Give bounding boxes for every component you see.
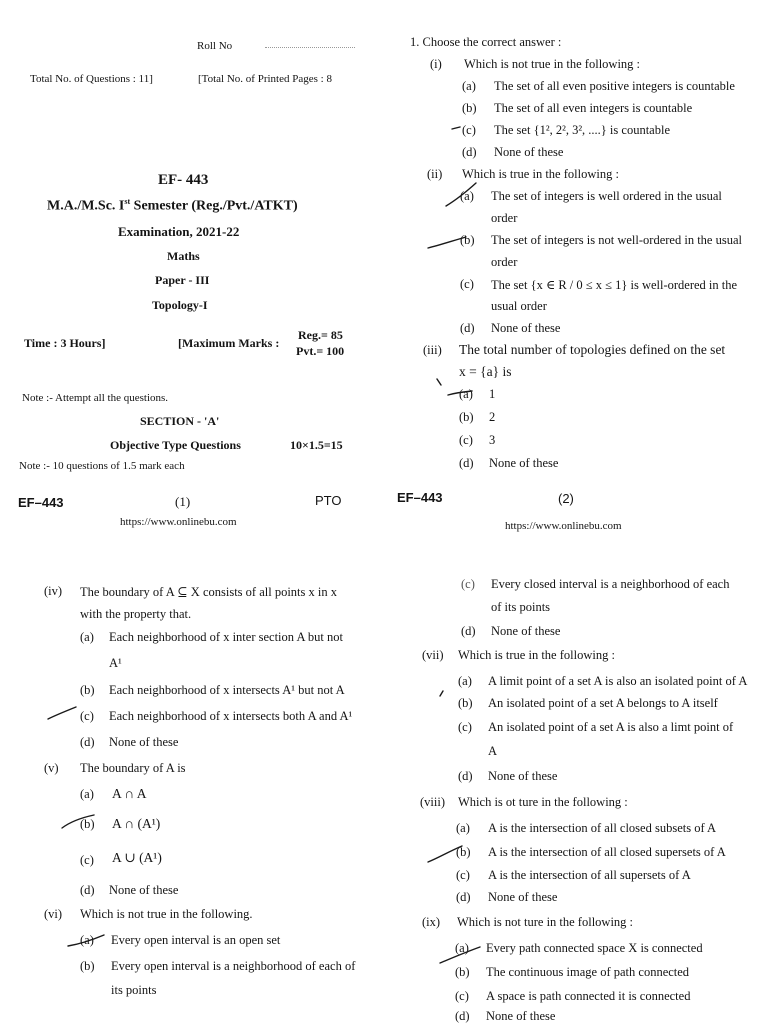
- q-ix-opt-b: The continuous image of path connected: [486, 965, 690, 979]
- q-v-opt-d: None of these: [109, 883, 179, 897]
- objective-marks: 10×1.5=15: [290, 438, 343, 452]
- q-v-opt-b-label: (b): [80, 817, 95, 831]
- q-vi-opt-a: Every open interval is an open set: [111, 933, 281, 947]
- exam-title: Examination, 2021-22: [118, 224, 240, 239]
- q-vi-opt-c: Every closed interval is a neighborhood of each: [491, 577, 730, 591]
- q-vii-opt-a-label: (a): [458, 674, 472, 688]
- topic: Topology-I: [152, 298, 208, 312]
- total-questions: Total No. of Questions : 11]: [30, 73, 153, 85]
- q-v-number: (v): [44, 761, 59, 775]
- q-iv-opt-a-cont: A¹: [109, 656, 122, 670]
- max-marks-label: [Maximum Marks :: [178, 336, 280, 350]
- q-viii-opt-d-label: (d): [456, 890, 471, 904]
- q-iv-opt-a-label: (a): [80, 630, 94, 644]
- q-vii-opt-b: An isolated point of a set A belongs to A itself: [488, 696, 718, 710]
- q-ix-opt-c: A space is path connected it is connected: [486, 989, 691, 1003]
- q-vi-opt-d-label: (d): [461, 624, 476, 638]
- q-vi-opt-b: Every open interval is a neighborhood of each of: [111, 959, 356, 973]
- q-vii-opt-c: An isolated point of a set A is also a limt point of: [488, 720, 734, 734]
- q-ii-opt-b: The set of integers is not well-ordered in the usual: [491, 233, 742, 247]
- pen-mark-vii-a: [440, 691, 443, 696]
- q-i-opt-d-label: (d): [462, 145, 477, 159]
- q-ix-number: (ix): [422, 915, 441, 929]
- q-viii-text: Which is ot ture in the following :: [458, 795, 628, 809]
- q-ix-text: Which is not ture in the following :: [457, 915, 634, 929]
- q-vi-opt-b-cont: its points: [111, 983, 157, 997]
- pen-mark-iii-a: [437, 379, 472, 395]
- q-v-opt-d-label: (d): [80, 883, 95, 897]
- q-iv-opt-b: Each neighborhood of x intersects A¹ but not A: [109, 683, 345, 697]
- q-vi-number: (vi): [44, 907, 63, 921]
- time-label: Time : 3 Hours]: [24, 336, 106, 350]
- q-viii-opt-a: A is the intersection of all closed subsets of A: [488, 821, 717, 835]
- q-vii-text: Which is true in the following :: [458, 648, 615, 662]
- pen-mark-v-b: [62, 815, 94, 828]
- q-ix-opt-b-label: (b): [455, 965, 470, 979]
- q-v-opt-a-label: (a): [80, 787, 94, 801]
- q-v-opt-a: A ∩ A: [112, 786, 147, 801]
- q-i-opt-c-label: (c): [462, 123, 476, 137]
- q-i-opt-d: None of these: [494, 145, 564, 159]
- q-viii-opt-c: A is the intersection of all supersets of A: [488, 868, 691, 882]
- page-number: (1): [175, 494, 191, 509]
- q-vii-opt-a: A limit point of a set A is also an isolated point of A: [488, 674, 748, 688]
- q-iv-opt-b-label: (b): [80, 683, 95, 697]
- q-ii-opt-a-label: (a): [460, 189, 474, 203]
- q-ii-opt-a-cont: order: [491, 211, 518, 225]
- q-vi-opt-c-label: (c): [461, 577, 475, 591]
- q-ii-number: (ii): [427, 167, 443, 181]
- q-iii-text: The total number of topologies defined on the set: [459, 342, 726, 357]
- course-sup: st: [124, 197, 131, 206]
- q-iv-opt-a: Each neighborhood of x inter section A but not: [109, 630, 343, 644]
- q-i-opt-a-label: (a): [462, 79, 476, 93]
- q-vii-opt-d: None of these: [488, 769, 558, 783]
- q-ii-opt-c: The set {x ∈ R / 0 ≤ x ≤ 1} is well-ordered in the: [491, 278, 738, 292]
- q-v-text: The boundary of A is: [80, 761, 186, 775]
- q-vii-number: (vii): [422, 648, 444, 662]
- q-ii-opt-b-cont: order: [491, 255, 518, 269]
- pen-mark-ix-a: [440, 947, 480, 963]
- q-ii-opt-d-label: (d): [460, 321, 475, 335]
- paper-number: Paper - III: [155, 273, 210, 287]
- q-i-opt-b-label: (b): [462, 101, 477, 115]
- q-v-opt-c: A ∪ (A¹): [112, 850, 162, 865]
- q-vii-opt-c-cont: A: [488, 744, 498, 758]
- q-iv-text: The boundary of A ⊆ X consists of all points x in x: [80, 585, 337, 599]
- q-viii-opt-b: A is the intersection of all closed supersets of A: [488, 845, 726, 859]
- q-ii-opt-c-label: (c): [460, 277, 474, 291]
- q-iii-number: (iii): [423, 343, 442, 357]
- q-ix-opt-a: Every path connected space X is connected: [486, 941, 703, 955]
- pen-mark-i-c: [452, 127, 460, 129]
- q-iii-opt-a-label: (a): [459, 387, 473, 401]
- q-vi-opt-b-label: (b): [80, 959, 95, 973]
- note-attempt: Note :- Attempt all the questions.: [22, 392, 169, 404]
- q-iv-number: (iv): [44, 584, 63, 598]
- pen-mark-ii-b: [428, 237, 466, 248]
- footer-url-2: https://www.onlinebu.com: [505, 520, 622, 532]
- page-number-2: (2): [558, 491, 574, 506]
- pen-mark-ii-a: [446, 183, 476, 206]
- q-viii-opt-b-label: (b): [456, 845, 471, 859]
- footer-code-2: EF–443: [397, 490, 443, 505]
- pto-label: PTO: [315, 493, 342, 508]
- q-iv-opt-d-label: (d): [80, 735, 95, 749]
- q-vii-opt-d-label: (d): [458, 769, 473, 783]
- q-vii-opt-c-label: (c): [458, 720, 472, 734]
- q-ix-opt-c-label: (c): [455, 989, 469, 1003]
- footer-code: EF–443: [18, 495, 64, 510]
- q-i-number: (i): [430, 57, 442, 71]
- q-iii-opt-a: 1: [489, 387, 496, 401]
- q-vi-text: Which is not true in the following.: [80, 907, 253, 921]
- q-iv-text-cont: with the property that.: [80, 607, 192, 621]
- q-iv-opt-d: None of these: [109, 735, 179, 749]
- q-i-opt-b: The set of all even integers is countable: [494, 101, 693, 115]
- q-iii-opt-b-label: (b): [459, 410, 474, 424]
- q-vii-opt-b-label: (b): [458, 696, 473, 710]
- course-name: M.A./M.Sc. I: [47, 198, 125, 214]
- q-i-opt-a: The set of all even positive integers is countable: [494, 79, 735, 93]
- q-ix-opt-d: None of these: [486, 1009, 556, 1023]
- q-viii-opt-d: None of these: [488, 890, 558, 904]
- objective-heading: Objective Type Questions: [110, 438, 241, 452]
- q-viii-opt-c-label: (c): [456, 868, 470, 882]
- q-iv-opt-c-label: (c): [80, 709, 94, 723]
- q-ix-opt-a-label: (a): [455, 941, 469, 955]
- q-ii-opt-b-label: (b): [460, 233, 475, 247]
- q-ii-opt-c-cont: usual order: [491, 299, 547, 313]
- q-iii-opt-d-label: (d): [459, 456, 474, 470]
- subject: Maths: [167, 249, 200, 263]
- q-ii-opt-d: None of these: [491, 321, 561, 335]
- q-ix-opt-d-label: (d): [455, 1009, 470, 1023]
- q-iii-opt-c-label: (c): [459, 433, 473, 447]
- q-vi-opt-d: None of these: [491, 624, 561, 638]
- footer-url: https://www.onlinebu.com: [120, 516, 237, 528]
- q-v-opt-c-label: (c): [80, 853, 94, 867]
- q-iii-text-cont: x = {a} is: [459, 364, 512, 379]
- question-1-heading: 1. Choose the correct answer :: [410, 35, 562, 49]
- paper-code: EF- 443: [158, 172, 209, 188]
- pen-mark-vi-a: [68, 935, 104, 946]
- q-iv-opt-c: Each neighborhood of x intersects both A and A¹: [109, 709, 353, 723]
- q-ii-text: Which is true in the following :: [462, 167, 619, 181]
- q-viii-number: (viii): [420, 795, 445, 809]
- q-iii-opt-d: None of these: [489, 456, 559, 470]
- reg-marks: Reg.= 85: [298, 328, 343, 342]
- q-v-opt-b: A ∩ (A¹): [112, 816, 161, 831]
- roll-no-label: Roll No: [197, 40, 233, 52]
- section-title: SECTION - 'A': [140, 414, 220, 428]
- q-iii-opt-c: 3: [489, 433, 496, 447]
- q-iii-opt-b: 2: [489, 410, 496, 424]
- q-viii-opt-a-label: (a): [456, 821, 470, 835]
- q-i-opt-c: The set {1², 2², 3², ....} is countable: [494, 123, 670, 137]
- q-i-text: Which is not true in the following :: [464, 57, 641, 71]
- pen-mark-iv-c: [48, 707, 76, 719]
- q-ii-opt-a: The set of integers is well ordered in the usual: [491, 189, 722, 203]
- q-vi-opt-a-label: (a): [80, 933, 94, 947]
- total-pages: [Total No. of Printed Pages : 8: [198, 73, 332, 85]
- course-rest: Semester (Reg./Pvt./ATKT): [130, 198, 298, 214]
- note-marks: Note :- 10 questions of 1.5 mark each: [19, 460, 185, 472]
- pvt-marks: Pvt.= 100: [296, 344, 345, 358]
- pen-mark-viii-b: [428, 846, 462, 862]
- q-vi-opt-c-cont: of its points: [491, 600, 551, 614]
